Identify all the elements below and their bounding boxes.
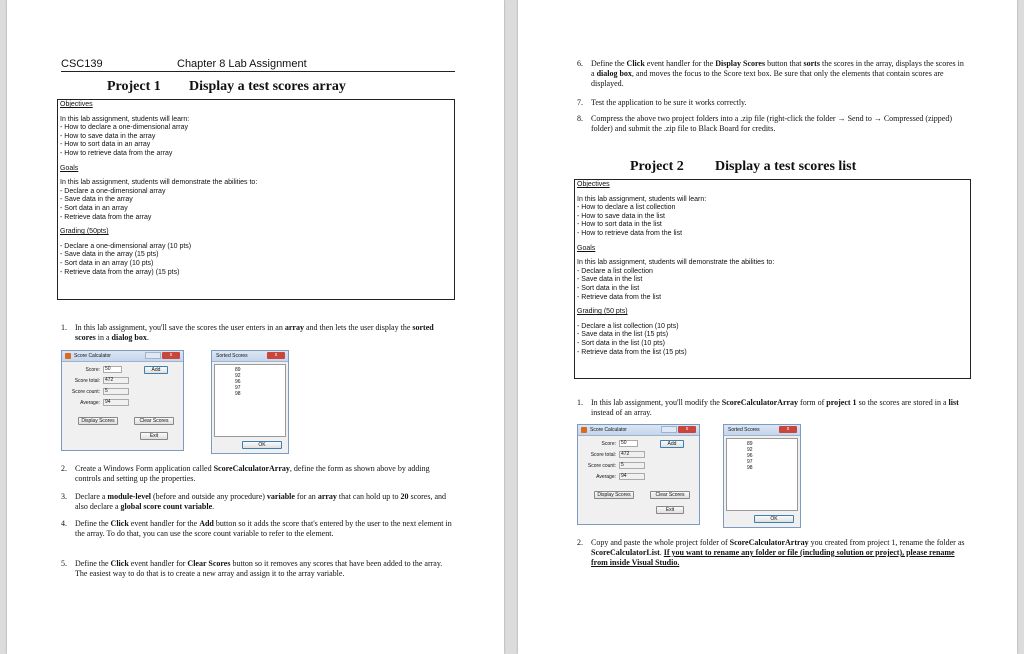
- step-text: Copy and paste the whole project folder of ScoreCalculatorArtray you created from project 1, rename the folder as ScoreCalculatorList. If you want to rename any folder or file (including solution or project), please rename from inside Visual Studio.: [591, 538, 965, 567]
- objectives-heading: Objectives: [60, 101, 93, 108]
- grading-item: - Sort data in an array (10 pts): [60, 259, 154, 267]
- sorted-scores-dialog: [211, 350, 289, 454]
- step-4: [61, 519, 455, 551]
- score-total-label: Score total:: [74, 378, 100, 384]
- ok-button[interactable]: OK: [754, 515, 794, 523]
- project-2-number: Project 2: [630, 159, 684, 174]
- average-field: 94: [619, 473, 645, 480]
- window-controls-icon[interactable]: [145, 352, 161, 359]
- objectives-intro: In this lab assignment, students will learn:: [60, 115, 190, 123]
- grading-item: - Sort data in the list (10 pts): [577, 339, 665, 347]
- project-2-requirements-box: [574, 179, 971, 379]
- exit-button[interactable]: Exit: [140, 432, 168, 440]
- grading-item: - Save data in the list (15 pts): [577, 331, 669, 339]
- grading-item: - Declare a list collection (10 pts): [577, 322, 679, 330]
- score-input[interactable]: 50: [103, 366, 122, 373]
- list-item: 89: [235, 367, 241, 373]
- objectives-intro: In this lab assignment, students will learn:: [577, 195, 707, 203]
- objective-item: - How to sort data in the list: [577, 221, 662, 229]
- course-code: CSC139: [61, 58, 103, 70]
- score-count-label: Score count:: [587, 463, 616, 469]
- close-icon[interactable]: x: [678, 426, 696, 433]
- step-text: Define the Click event handler for Clear Scores button so it removes any scores that have been added to the array. The easiest way to do that is to create a new array and assign it to the array variable.: [75, 559, 443, 578]
- window-title: Score Calculator: [74, 353, 111, 359]
- sorted-scores-list: [214, 364, 286, 437]
- grading-heading: Grading (50pts): [60, 228, 109, 236]
- score-total-label: Score total:: [590, 452, 616, 458]
- goals-heading: Goals: [577, 244, 596, 252]
- grading-item: - Retrieve data from the list (15 pts): [577, 348, 687, 356]
- project-1-requirements-box: [57, 99, 455, 300]
- goal-item: - Declare a list collection: [577, 267, 653, 275]
- objective-item: - How to save data in the array: [60, 132, 156, 140]
- step-number: 4.: [61, 519, 67, 528]
- project-2-step-2: [577, 538, 969, 572]
- window-titlebar: [578, 425, 699, 436]
- step-number: 2.: [61, 464, 67, 473]
- step-3: [61, 492, 455, 514]
- window-controls-icon[interactable]: [661, 426, 677, 433]
- score-count-field: 5: [103, 388, 129, 395]
- goals-intro: In this lab assignment, students will demonstrate the abilities to:: [577, 259, 775, 267]
- display-scores-button[interactable]: Display Scores: [78, 417, 118, 425]
- project-2-step-1: [577, 398, 969, 420]
- list-item: 89: [747, 441, 753, 447]
- grading-heading: Grading (50 pts): [577, 308, 628, 316]
- header-rule: [61, 71, 455, 72]
- grading-item: - Save data in the array (15 pts): [60, 251, 159, 259]
- objective-item: - How to save data in the list: [577, 212, 665, 220]
- goal-item: - Sort data in the list: [577, 284, 640, 292]
- goal-item: - Save data in the list: [577, 276, 643, 284]
- list-item: 97: [235, 385, 241, 391]
- goal-item: - Retrieve data from the array: [60, 213, 152, 221]
- objective-item: - How to declare a list collection: [577, 204, 676, 212]
- list-item: 92: [235, 373, 241, 379]
- step-text: Define the Click event handler for the Display Scores button that sorts the scores in the array, displays the scores in a dialog box, and moves the focus to the Score text box. Be sure that only the elements that contain scores are displayed.: [591, 59, 964, 88]
- list-item: 96: [235, 379, 241, 385]
- window-title: Score Calculator: [590, 427, 627, 433]
- list-item: 98: [747, 465, 753, 471]
- score-count-label: Score count:: [71, 389, 100, 395]
- goals-heading: Goals: [60, 164, 79, 172]
- step-number: 3.: [61, 492, 67, 501]
- list-item: 97: [747, 459, 753, 465]
- step-number: 7.: [577, 98, 583, 107]
- dialog-title: Sorted Scores: [728, 427, 760, 433]
- dialog-titlebar: [212, 351, 288, 362]
- step-number: 5.: [61, 559, 67, 568]
- step-number: 2.: [577, 538, 583, 547]
- average-field: 94: [103, 399, 129, 406]
- window-titlebar: [62, 351, 183, 362]
- step-5: [61, 559, 455, 591]
- dialog-titlebar: [724, 425, 800, 436]
- step-text: Create a Windows Form application called ScoreCalculatorArray, define the form as shown above by adding controls and setting up the properties.: [75, 464, 430, 483]
- score-label: Score:: [601, 441, 616, 447]
- average-label: Average:: [80, 400, 100, 406]
- step-text: Declare a module-level (before and outside any procedure) variable for an array that can hold up to 20 scores, and also declare a global score count variable.: [75, 492, 447, 511]
- objectives-heading: Objectives: [577, 181, 610, 188]
- step-8: [577, 114, 969, 136]
- app-icon: [65, 353, 71, 359]
- score-count-field: 5: [619, 462, 645, 469]
- step-number: 1.: [577, 398, 583, 407]
- project-2-title: Display a test scores list: [715, 159, 857, 174]
- clear-scores-button[interactable]: Clear Scores: [134, 417, 174, 425]
- list-item: 96: [747, 453, 753, 459]
- score-total-field: 472: [619, 451, 645, 458]
- sorted-scores-list: [726, 438, 798, 511]
- ok-button[interactable]: OK: [242, 441, 282, 449]
- grading-item: - Declare a one-dimensional array (10 pts): [60, 242, 192, 250]
- document-page-right: [518, 0, 1017, 654]
- step-text: Test the application to be sure it works correctly.: [591, 98, 747, 107]
- objective-item: - How to retrieve data from the array: [60, 149, 173, 157]
- project-1-title: Display a test scores array: [189, 79, 346, 94]
- step-number: 6.: [577, 59, 583, 68]
- close-icon[interactable]: x: [162, 352, 180, 359]
- step-text: In this lab assignment, you'll save the scores the user enters in an array and then lets the user display the sorted scores in a dialog box.: [75, 323, 434, 342]
- dialog-title: Sorted Scores: [216, 353, 248, 359]
- score-label: Score:: [85, 367, 100, 373]
- grading-item: - Retrieve data from the array) (15 pts): [60, 268, 180, 276]
- list-item: 92: [747, 447, 753, 453]
- step-text: Define the Click event handler for the Add button so it adds the score that's entered by the user to the next element in the array. To do that, you can use the score count variable to refer to the element.: [75, 519, 452, 538]
- project-1-number: Project 1: [107, 79, 161, 94]
- goal-item: - Declare a one-dimensional array: [60, 187, 166, 195]
- step-7: [577, 98, 969, 110]
- goal-item: - Retrieve data from the list: [577, 293, 662, 301]
- step-number: 1.: [61, 323, 67, 332]
- step-number: 8.: [577, 114, 583, 123]
- list-item: 98: [235, 391, 241, 397]
- add-button[interactable]: Add: [144, 366, 168, 374]
- document-page-left: [7, 0, 504, 654]
- goals-intro: In this lab assignment, students will demonstrate the abilities to:: [60, 179, 258, 187]
- add-button[interactable]: Add: [660, 440, 684, 448]
- score-calculator-window: [577, 424, 700, 525]
- goal-item: - Save data in the array: [60, 196, 133, 204]
- step-1: [61, 323, 455, 345]
- close-icon[interactable]: x: [267, 352, 285, 359]
- close-icon[interactable]: x: [779, 426, 797, 433]
- step-2: [61, 464, 455, 486]
- exit-button[interactable]: Exit: [656, 506, 684, 514]
- step-text: Compress the above two project folders into a .zip file (right-click the folder → Send to → Compressed (zipped) folder) and submit the .zip file to Black Board for credits.: [591, 114, 953, 133]
- clear-scores-button[interactable]: Clear Scores: [650, 491, 690, 499]
- display-scores-button[interactable]: Display Scores: [594, 491, 634, 499]
- step-6: [577, 59, 969, 91]
- score-total-field: 472: [103, 377, 129, 384]
- objective-item: - How to declare a one-dimensional array: [60, 124, 189, 132]
- score-calculator-window: [61, 350, 184, 451]
- average-label: Average:: [596, 474, 616, 480]
- sorted-scores-dialog: [723, 424, 801, 528]
- goal-item: - Sort data in an array: [60, 204, 128, 212]
- step-text: In this lab assignment, you'll modify the ScoreCalculatorArray form of project 1 so the scores are stored in a list instead of an array.: [591, 398, 959, 417]
- objective-item: - How to retrieve data from the list: [577, 229, 683, 237]
- objective-item: - How to sort data in an array: [60, 141, 151, 149]
- app-icon: [581, 427, 587, 433]
- score-input[interactable]: 50: [619, 440, 638, 447]
- chapter-title: Chapter 8 Lab Assignment: [177, 58, 307, 70]
